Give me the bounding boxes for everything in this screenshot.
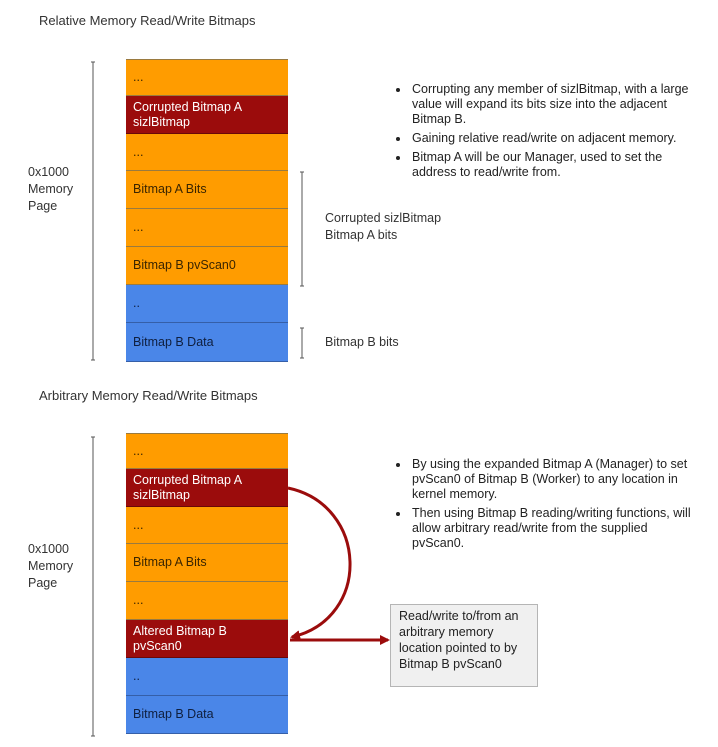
bottom-page-label-line-1: 0x1000 bbox=[28, 542, 70, 556]
bottom-page-span-line bbox=[91, 437, 95, 736]
top-bracket-corrupted-bits bbox=[300, 172, 304, 286]
bottom-block-2-label: ... bbox=[133, 517, 144, 532]
top-bullet-2: • Bitmap A will be our Manager, used to set the address to read/write from. bbox=[410, 150, 696, 180]
bottom-block-7-label: Bitmap B Data bbox=[133, 707, 214, 721]
top-block-6-label: .. bbox=[133, 296, 140, 310]
top-bullet-1: • Gaining relative read/write on adjacent memory. bbox=[410, 131, 696, 146]
bottom-block-1-label: Corrupted Bitmap A sizlBitmap bbox=[133, 472, 243, 502]
top-bracket-label-corrupted: Corrupted sizlBitmap Bitmap A bits bbox=[325, 211, 442, 242]
bottom-bullet-0: • By using the expanded Bitmap A (Manager) to set pvScan0 of Bitmap B (Worker) to any location in kernel memory. bbox=[410, 457, 696, 502]
top-block-0-label: ... bbox=[133, 70, 144, 84]
top-page-label-line-3: Page bbox=[28, 199, 58, 213]
top-bullet-0: • Corrupting any member of sizlBitmap, with a large value will expand its bits size into the adjacent Bitmap B. bbox=[410, 82, 696, 127]
bottom-block-0-label: ... bbox=[133, 443, 144, 458]
bottom-diagram-title: Arbitrary Memory Read/Write Bitmaps bbox=[39, 388, 258, 403]
top-block-5-label: Bitmap B pvScan0 bbox=[133, 258, 236, 272]
top-page-label-line-1: 0x1000 bbox=[28, 165, 70, 179]
bottom-block-6-label: .. bbox=[133, 669, 140, 683]
top-page-label-line-2: Memory bbox=[28, 182, 74, 196]
top-block-3-label: Bitmap A Bits bbox=[133, 182, 207, 196]
bottom-page-label-line-2: Memory bbox=[28, 559, 74, 573]
bottom-page-label-line-3: Page bbox=[28, 576, 58, 590]
manager-to-worker-arrow bbox=[288, 488, 350, 637]
top-block-7-label: Bitmap B Data bbox=[133, 334, 214, 349]
top-block-4-label: ... bbox=[133, 220, 144, 234]
bottom-block-4-label: ... bbox=[133, 593, 144, 607]
top-diagram-title: Relative Memory Read/Write Bitmaps bbox=[39, 13, 256, 28]
arbitrary-rw-note-text: Read/write to/from an arbitrary memory location pointed to by Bitmap B pvScan0 bbox=[399, 609, 519, 671]
top-block-1-label: Corrupted Bitmap A sizlBitmap bbox=[133, 99, 243, 129]
top-bracket-bitmap-b-bits bbox=[300, 328, 304, 358]
top-page-span-line bbox=[91, 62, 95, 360]
bottom-bullet-1: • Then using Bitmap B reading/writing functions, will allow arbitrary read/write from the supplied pvScan0. bbox=[410, 506, 696, 551]
bottom-block-5-label: Altered Bitmap B pvScan0 bbox=[133, 623, 227, 653]
bottom-block-3-label: Bitmap A Bits bbox=[133, 555, 207, 569]
top-block-2-label: ... bbox=[133, 144, 144, 159]
top-bracket-label-bitmap-b: Bitmap B bits bbox=[325, 335, 399, 349]
